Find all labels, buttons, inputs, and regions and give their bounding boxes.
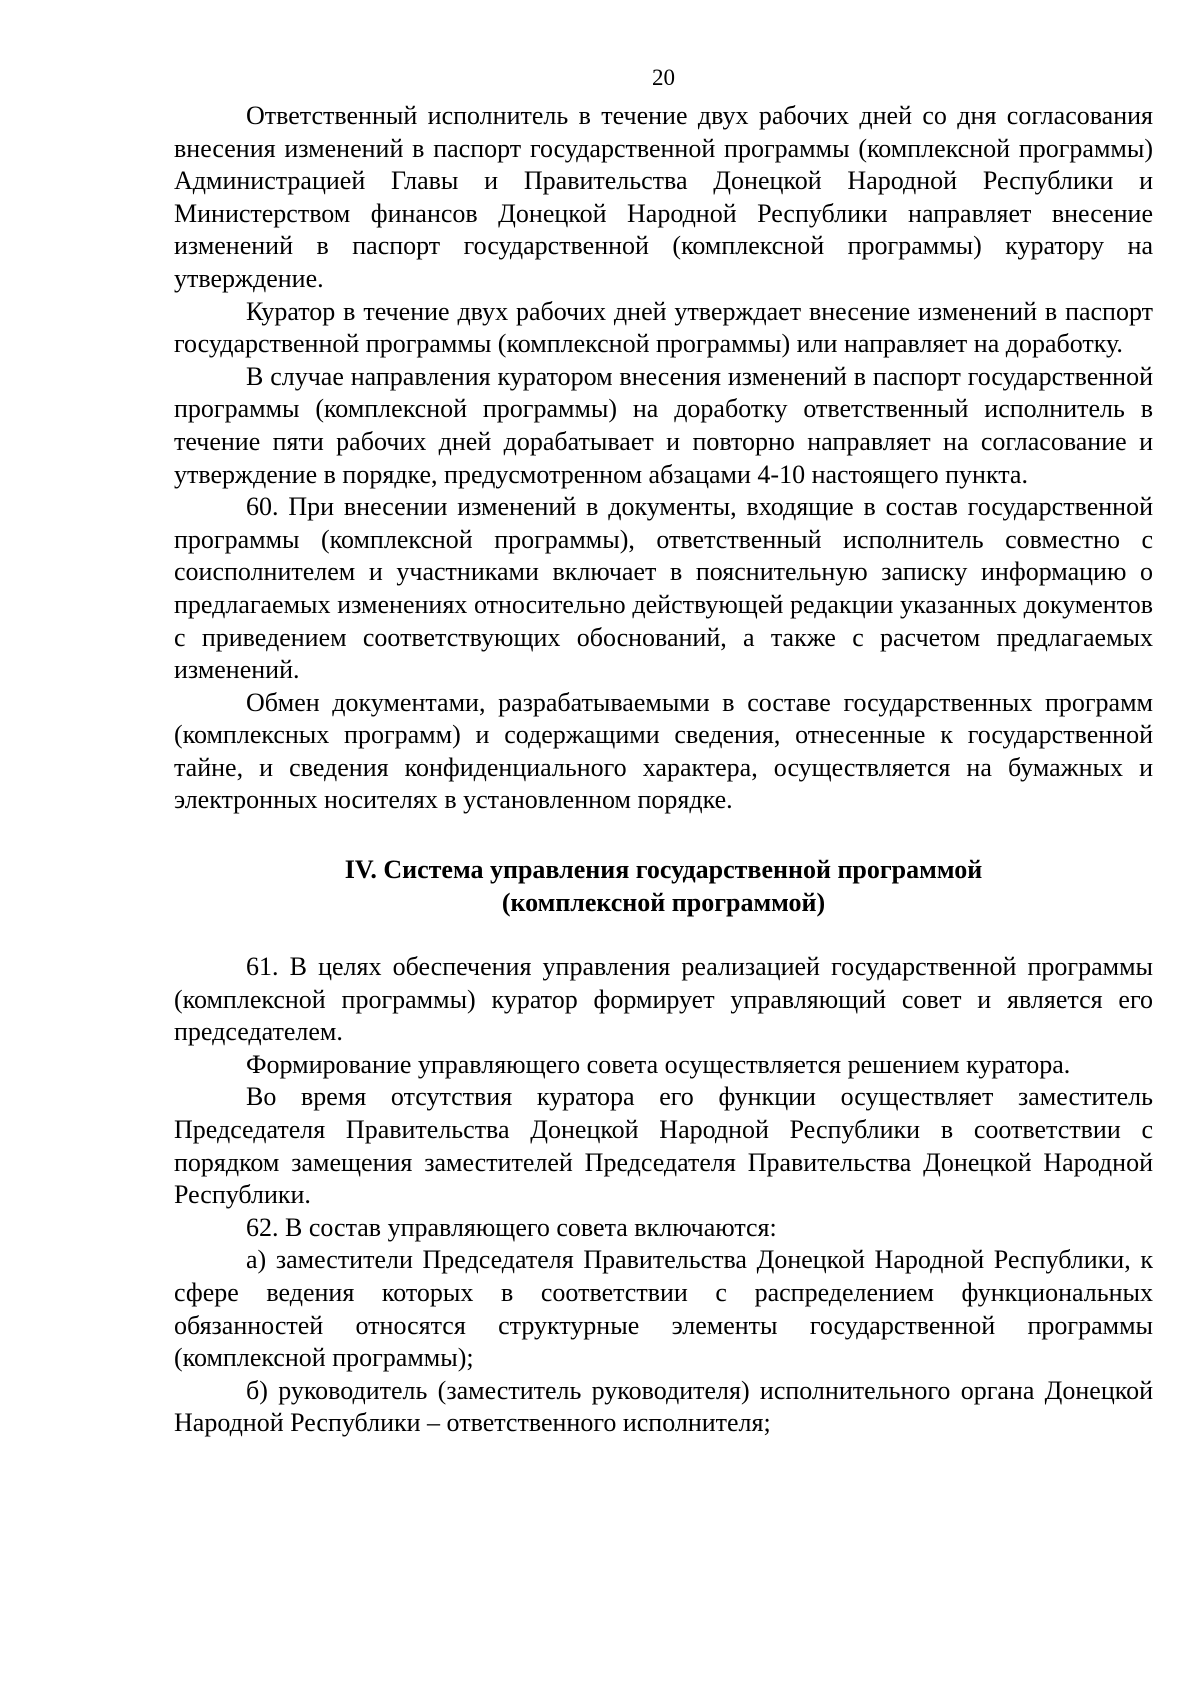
page-number: 20 bbox=[652, 65, 675, 90]
document-page bbox=[174, 64, 1153, 1440]
paragraph-curator-absence: Во время отсутствия куратора его функции осуществляет заместитель Председателя Правительства Донецкой Народной Республики в соответствии с порядком замещения заместителей Председателя Правительства Донецкой Народной Республики. bbox=[174, 1082, 1153, 1210]
paragraph-item-62-b: б) руководитель (заместитель руководителя) исполнительного органа Донецкой Народной Республики – ответственного исполнителя; bbox=[174, 1375, 1153, 1438]
section-heading bbox=[174, 853, 1153, 919]
paragraph-document-exchange: Обмен документами, разрабатываемыми в составе государственных программ (комплексных программ) и содержащими сведения, отнесенные к государственной тайне, и сведения конфиденциального характера, осуществляется на бумажных и электронных носителях в установленном порядке. bbox=[174, 687, 1153, 815]
paragraph-council-formation: Формирование управляющего совета осуществляется решением куратора. bbox=[246, 1049, 1071, 1079]
paragraph-curator-approval: Куратор в течение двух рабочих дней утверждает внесение изменений в паспорт государственной программы (комплексной программы) или направляет на доработку. bbox=[174, 296, 1153, 359]
paragraph-responsible-executor: Ответственный исполнитель в течение двух рабочих дней со дня согласования внесения изменений в паспорт государственной программы (комплексной программы) Администрацией Главы и Правительства Донецкой Народной Республики и Министерством финансов Донецкой Народной Республики направляет внесение изменений в паспорт государственной (комплексной программы) куратору на утверждение. bbox=[174, 101, 1153, 293]
paragraph-item-60: 60. При внесении изменений в документы, входящие в состав государственной программы (комплексной программы), ответственный исполнитель совместно с соисполнителем и участниками включает в пояснительную записку информацию о предлагаемых изменениях относительно действующей редакции указанных документов с приведением соответствующих обоснований, а также с расчетом предлагаемых изменений. bbox=[174, 492, 1153, 685]
paragraph-item-61: 61. В целях обеспечения управления реализацией государственной программы (комплексной программы) куратор формирует управляющий совет и является его председателем. bbox=[174, 952, 1153, 1047]
paragraph-item-62: 62. В состав управляющего совета включаются: bbox=[246, 1212, 777, 1242]
paragraph-revision-case: В случае направления куратором внесения изменений в паспорт государственной программы (комплексной программы) на доработку ответственный исполнитель в течение пяти рабочих дней дорабатывает и повторно направляет на согласование и утверждение в порядке, предусмотренном абзацами 4-10 настоящего пункта. bbox=[174, 361, 1153, 489]
paragraph-item-62-a: а) заместители Председателя Правительства Донецкой Народной Республики, к сфере ведения которых в соответствии с распределением функциональных обязанностей относятся структурные элементы государственной программы (комплексной программы); bbox=[174, 1245, 1153, 1373]
section-heading-line-2: (комплексной программой) bbox=[501, 888, 826, 918]
section-heading-line-1: IV. Система управления государственной программой bbox=[344, 855, 983, 885]
